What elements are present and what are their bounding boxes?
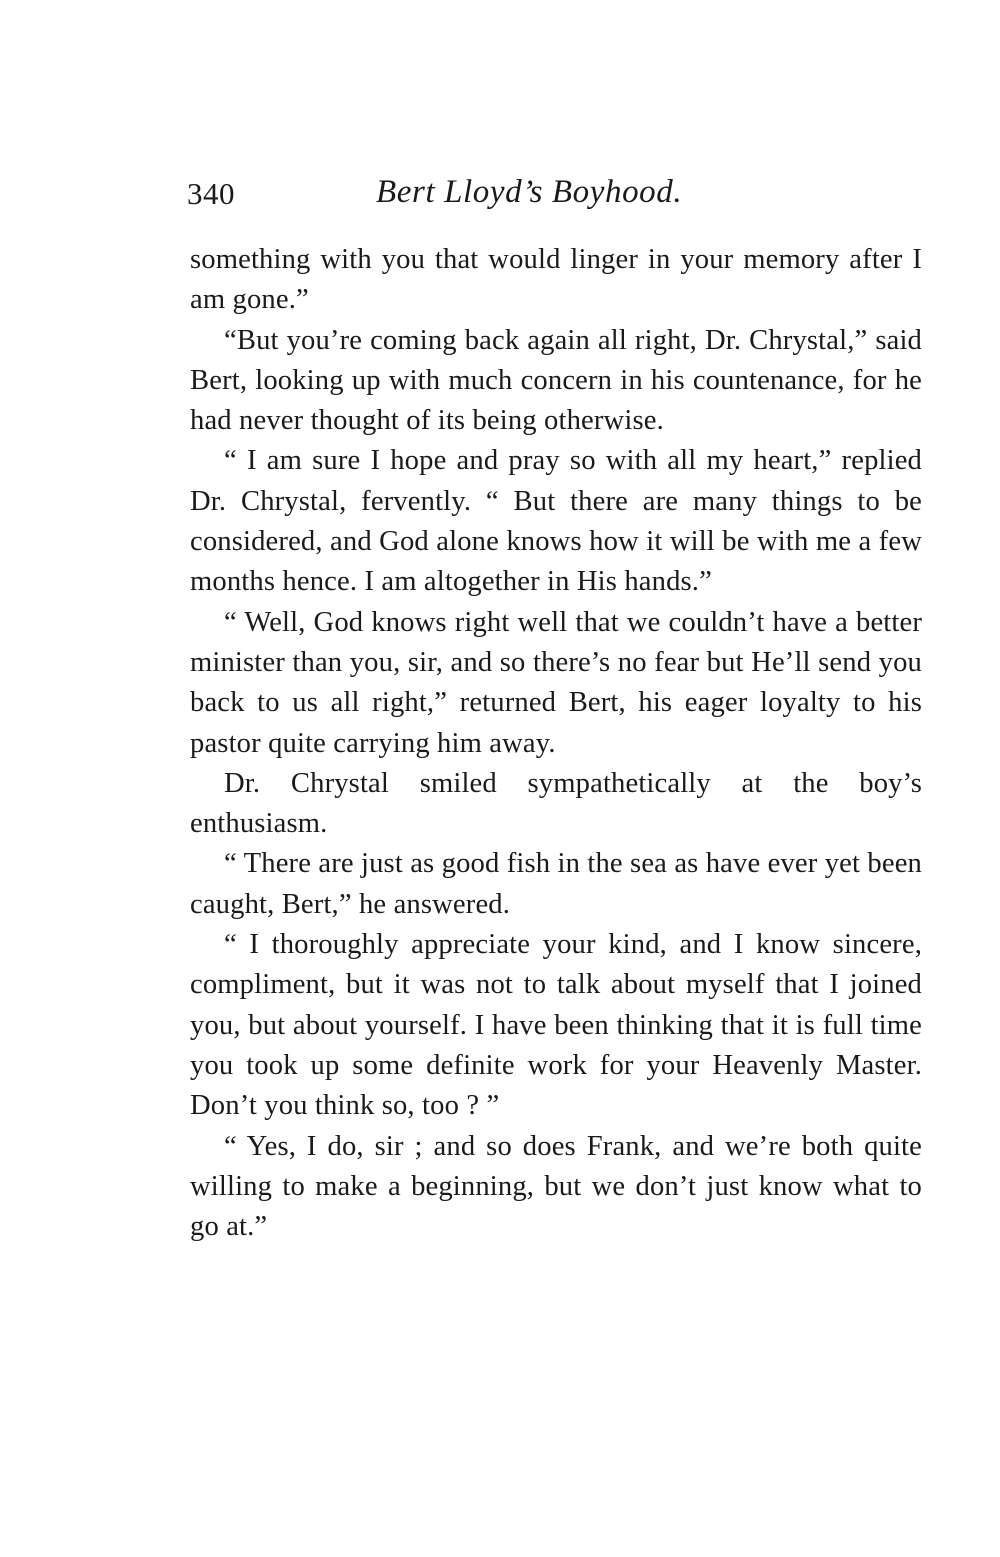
paragraph-continuation: something with you that would linger in your memory after I am gone.” [190,244,922,316]
running-title: Bert Lloyd’s Boyhood. [376,174,683,210]
body-text [190,240,922,1247]
paragraph: Dr. Chrystal smiled sympathetically at the boy’s enthusiasm. [190,767,922,840]
page-number: 340 [187,176,235,211]
running-head [187,174,922,226]
paragraph: “ Well, God knows right well that we couldn’t have a better minister than you, sir, and so there’s no fear but He’ll send you back to us all right,” returned Bert, his eager loyalty to his pastor quite carrying him away. [190,606,922,759]
paragraph: “ Yes, I do, sir ; and so does Frank, and we’re both quite willing to make a beginning, but we don’t just know what to go at.” [190,1130,922,1243]
paragraph: “ There are just as good fish in the sea as have ever yet been caught, Bert,” he answered. [190,848,922,920]
book-page [187,174,922,1247]
paragraph: “ I am sure I hope and pray so with all my heart,” replied Dr. Chrystal, fervently. “ But there are many things to be considered, and God alone knows how it will be with me a few months hence. I am altogether in His hands.” [190,445,922,598]
paragraph: “But you’re coming back again all right, Dr. Chrystal,” said Bert, looking up with much concern in his countenance, for he had never thought of its being otherwise. [190,324,922,437]
paragraph: “ I thoroughly appreciate your kind, and I know sincere, compliment, but it was not to talk about myself that I joined you, but about yourself. I have been thinking that it is full time you took up some definite work for your Heavenly Master. Don’t you think so, too ? ” [190,929,922,1122]
